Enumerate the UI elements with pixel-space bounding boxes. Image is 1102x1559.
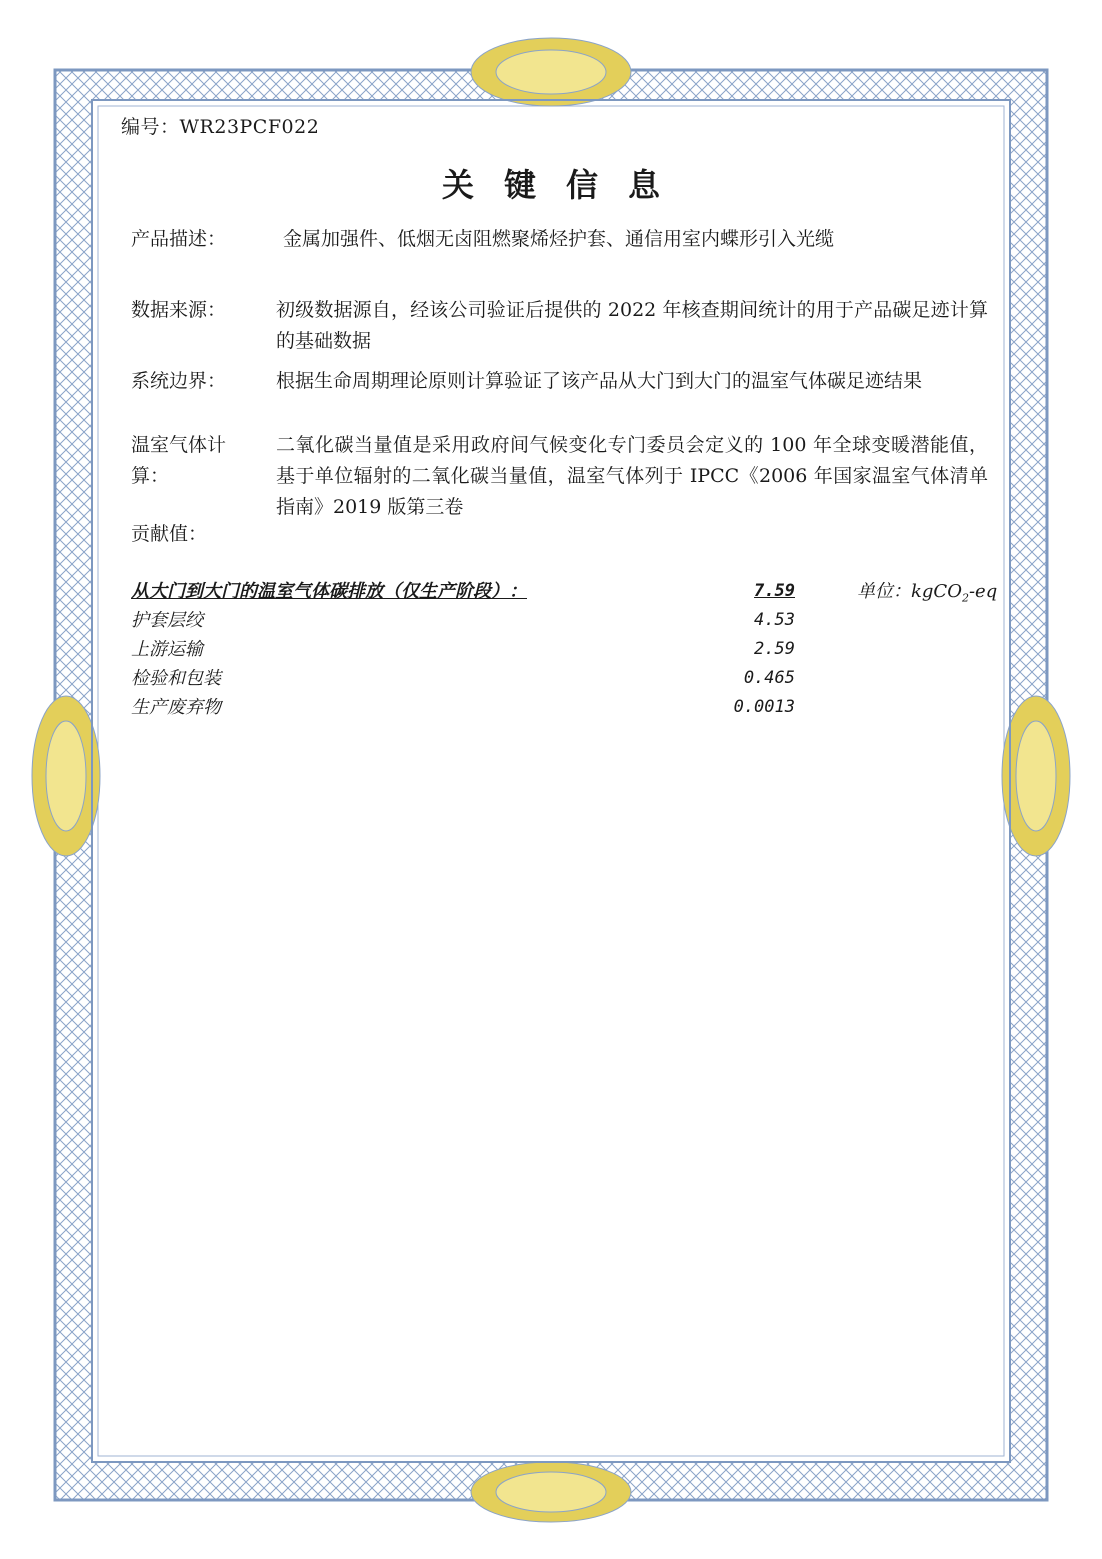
- rosette-bottom: [471, 1462, 631, 1522]
- rosette-top: [471, 38, 631, 106]
- field-value-product: 金属加强件、低烟无卤阻燃聚烯烃护套、通信用室内蝶形引入光缆: [283, 228, 835, 250]
- certificate-number-value: WR23PCF022: [179, 116, 320, 138]
- emission-unit-suffix: -eq: [968, 581, 998, 602]
- emission-item-label: 上游运输: [131, 639, 203, 660]
- field-value-data-source: 初级数据源自，经该公司验证后提供的 2022 年核查期间统计的用于产品碳足迹计算的基础数据: [276, 299, 988, 352]
- page-title: 关键信息: [441, 166, 690, 204]
- rosette-left: [32, 696, 100, 856]
- field-label-contribution: 贡献值：: [131, 523, 208, 545]
- emission-item-label: 生产废弃物: [131, 697, 221, 718]
- emission-item-value: 4.53: [754, 610, 795, 630]
- field-label-product: 产品描述：: [131, 228, 227, 250]
- emission-total-value: 7.59: [754, 581, 795, 601]
- field-label-data-source: 数据来源：: [131, 299, 227, 321]
- emission-item-row: [131, 664, 991, 693]
- emission-unit-sub: 2: [961, 591, 969, 605]
- emission-total-label: 从大门到大门的温室气体碳排放（仅生产阶段）：: [131, 581, 527, 602]
- emission-item-label: 护套层绞: [131, 610, 203, 631]
- field-label-ghg-calc: 温室气体计算：: [131, 434, 227, 487]
- emission-item-row: [131, 693, 991, 722]
- emission-item-label: 检验和包装: [131, 668, 221, 689]
- emission-unit-prefix: 单位：kgCO: [857, 581, 962, 602]
- emission-item-value: 2.59: [754, 639, 795, 659]
- rosette-right: [1002, 696, 1070, 856]
- emission-item-value: 0.0013: [733, 697, 795, 717]
- emission-item-value: 0.465: [743, 668, 795, 688]
- field-value-boundary: 根据生命周期理论原则计算验证了该产品从大门到大门的温室气体碳足迹结果: [276, 370, 923, 392]
- field-label-boundary: 系统边界：: [131, 370, 227, 392]
- certificate-number-label: 编号：: [121, 116, 180, 138]
- emission-item-row: [131, 606, 991, 635]
- certificate-number: [121, 112, 319, 139]
- emission-item-row: [131, 635, 991, 664]
- field-value-ghg-calc: 二氧化碳当量值是采用政府间气候变化专门委员会定义的 100 年全球变暖潜能值，基于单位辐射的二氧化碳当量值，温室气体列于 IPCC《2006 年国家温室气体清单指南》2019 版第三卷: [276, 434, 988, 518]
